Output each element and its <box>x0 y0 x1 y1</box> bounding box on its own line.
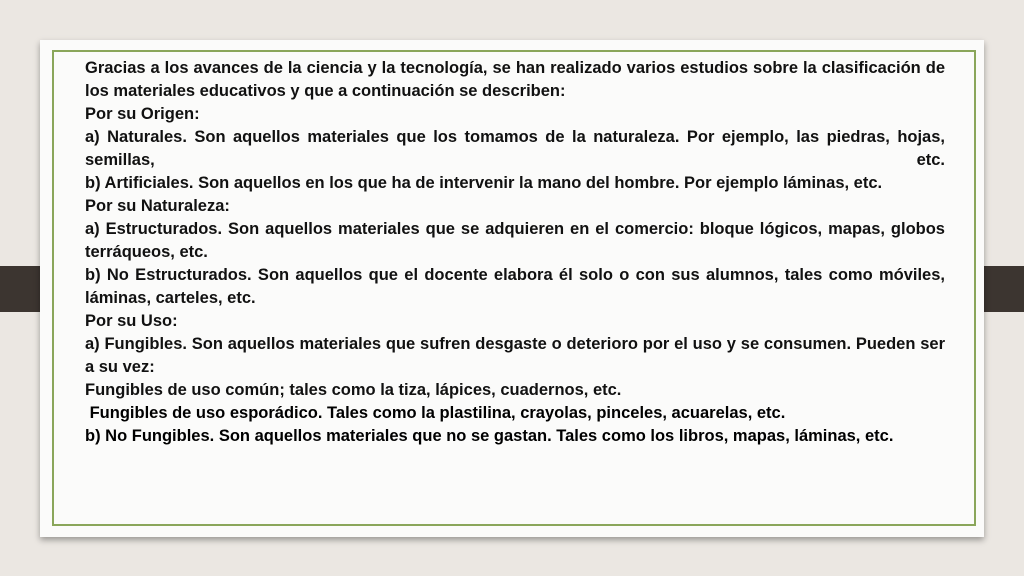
intro-paragraph: Gracias a los avances de la ciencia y la tecnología, se han realizado varios estudios sobre la clasificación de los materiales educativos y que a continuación se describen: <box>85 59 945 100</box>
item-fungible-common: Fungibles de uso común; tales como la tiza, lápices, cuadernos, etc. <box>85 381 622 399</box>
item-non-fungible: b) No Fungibles. Son aquellos materiales que no se gastan. Tales como los libros, mapas, láminas, etc. <box>85 427 894 445</box>
item-artificial: b) Artificiales. Son aquellos en los que ha de intervenir la mano del hombre. Por ejemplo láminas, etc. <box>85 174 883 192</box>
item-structured: a) Estructurados. Son aquellos materiales que se adquieren en el comercio: bloque lógicos, mapas, globos terráqueos, etc. <box>85 220 945 261</box>
heading-origin: Por su Origen: <box>85 105 200 123</box>
slide-card <box>40 40 984 537</box>
heading-nature: Por su Naturaleza: <box>85 197 230 215</box>
heading-use: Por su Uso: <box>85 312 178 330</box>
slide-text-body <box>85 57 945 448</box>
item-unstructured: b) No Estructurados. Son aquellos que el docente elabora él solo o con sus alumnos, tales como móviles, láminas, carteles, etc. <box>85 266 945 307</box>
item-fungible-sporadic: Fungibles de uso esporádico. Tales como la plastilina, crayolas, pinceles, acuarelas, etc. <box>85 404 786 422</box>
item-natural: a) Naturales. Son aquellos materiales que los tomamos de la naturaleza. Por ejemplo, las piedras, hojas, semillas, etc. <box>85 128 945 169</box>
item-fungible: a) Fungibles. Son aquellos materiales que sufren desgaste o deterioro por el uso y se consumen. Pueden ser a su vez: <box>85 335 945 376</box>
